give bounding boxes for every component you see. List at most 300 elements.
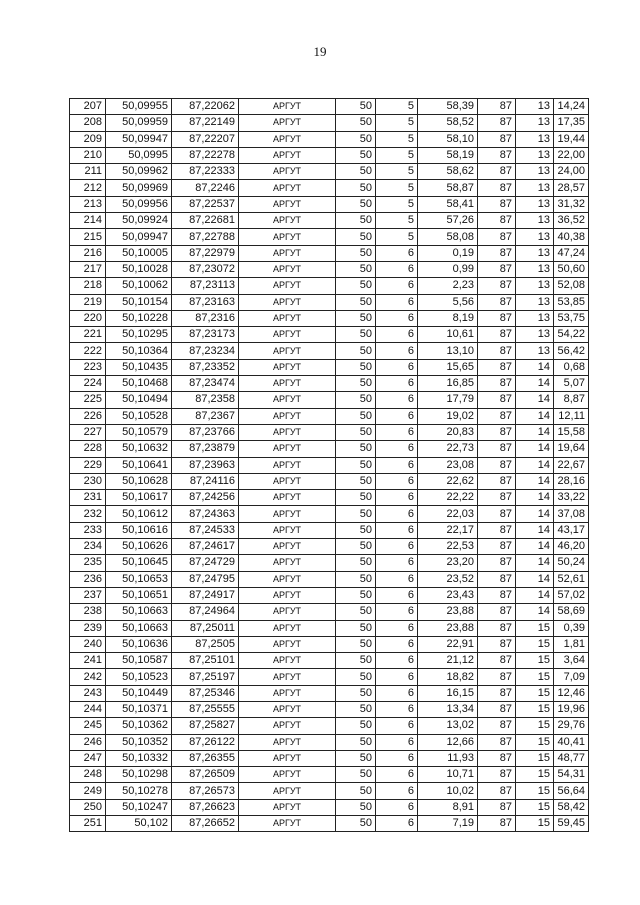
lon-degrees-cell: 87 [478, 99, 516, 115]
lat-degrees-cell: 50 [336, 99, 376, 115]
lon-seconds-cell: 28,16 [554, 473, 589, 489]
lat-minutes-cell: 6 [376, 359, 418, 375]
point-number-cell: 231 [70, 490, 106, 506]
lon-minutes-cell: 14 [516, 392, 554, 408]
lat-minutes-cell: 6 [376, 767, 418, 783]
river-name-cell: АРГУТ [239, 506, 336, 522]
lat-minutes-cell: 5 [376, 229, 418, 245]
latitude-cell: 50,10628 [106, 473, 172, 489]
latitude-cell: 50,10435 [106, 359, 172, 375]
lon-minutes-cell: 15 [516, 767, 554, 783]
table-row [70, 587, 589, 603]
river-name-cell: АРГУТ [239, 636, 336, 652]
lat-minutes-cell: 6 [376, 685, 418, 701]
lon-minutes-cell: 15 [516, 799, 554, 815]
longitude-cell: 87,23879 [172, 441, 239, 457]
table-row [70, 669, 589, 685]
table-row [70, 327, 589, 343]
lon-degrees-cell: 87 [478, 490, 516, 506]
lat-minutes-cell: 6 [376, 245, 418, 261]
longitude-cell: 87,22333 [172, 164, 239, 180]
table-row [70, 620, 589, 636]
lat-minutes-cell: 5 [376, 196, 418, 212]
lon-minutes-cell: 15 [516, 685, 554, 701]
river-name-cell: АРГУТ [239, 196, 336, 212]
lon-minutes-cell: 13 [516, 245, 554, 261]
lat-minutes-cell: 6 [376, 424, 418, 440]
lat-minutes-cell: 6 [376, 653, 418, 669]
table-row [70, 734, 589, 750]
lat-seconds-cell: 22,91 [418, 636, 478, 652]
lon-degrees-cell: 87 [478, 701, 516, 717]
longitude-cell: 87,23234 [172, 343, 239, 359]
river-name-cell: АРГУТ [239, 261, 336, 277]
point-number-cell: 218 [70, 278, 106, 294]
lat-seconds-cell: 18,82 [418, 669, 478, 685]
lat-seconds-cell: 22,17 [418, 522, 478, 538]
lat-seconds-cell: 11,93 [418, 750, 478, 766]
table-row [70, 783, 589, 799]
point-number-cell: 238 [70, 604, 106, 620]
lon-seconds-cell: 12,46 [554, 685, 589, 701]
lon-degrees-cell: 87 [478, 164, 516, 180]
river-name-cell: АРГУТ [239, 213, 336, 229]
longitude-cell: 87,2367 [172, 408, 239, 424]
table-row [70, 245, 589, 261]
lon-degrees-cell: 87 [478, 131, 516, 147]
lat-seconds-cell: 22,53 [418, 539, 478, 555]
lat-seconds-cell: 23,88 [418, 604, 478, 620]
lat-seconds-cell: 58,39 [418, 99, 478, 115]
lat-seconds-cell: 17,79 [418, 392, 478, 408]
lon-minutes-cell: 13 [516, 99, 554, 115]
point-number-cell: 212 [70, 180, 106, 196]
lon-seconds-cell: 0,39 [554, 620, 589, 636]
lat-seconds-cell: 10,61 [418, 327, 478, 343]
lat-degrees-cell: 50 [336, 213, 376, 229]
river-name-cell: АРГУТ [239, 424, 336, 440]
lon-minutes-cell: 14 [516, 424, 554, 440]
longitude-cell: 87,22979 [172, 245, 239, 261]
longitude-cell: 87,23963 [172, 457, 239, 473]
latitude-cell: 50,10468 [106, 376, 172, 392]
lon-degrees-cell: 87 [478, 359, 516, 375]
lat-minutes-cell: 6 [376, 669, 418, 685]
lat-seconds-cell: 2,23 [418, 278, 478, 294]
river-name-cell: АРГУТ [239, 653, 336, 669]
table-row [70, 718, 589, 734]
point-number-cell: 239 [70, 620, 106, 636]
lon-degrees-cell: 87 [478, 327, 516, 343]
lon-seconds-cell: 53,75 [554, 310, 589, 326]
point-number-cell: 224 [70, 376, 106, 392]
lat-degrees-cell: 50 [336, 180, 376, 196]
river-name-cell: АРГУТ [239, 147, 336, 163]
lon-seconds-cell: 29,76 [554, 718, 589, 734]
longitude-cell: 87,26623 [172, 799, 239, 815]
lon-minutes-cell: 15 [516, 669, 554, 685]
lat-minutes-cell: 6 [376, 376, 418, 392]
lon-minutes-cell: 14 [516, 408, 554, 424]
point-number-cell: 209 [70, 131, 106, 147]
latitude-cell: 50,10663 [106, 620, 172, 636]
latitude-cell: 50,10587 [106, 653, 172, 669]
lon-seconds-cell: 56,42 [554, 343, 589, 359]
table-row [70, 490, 589, 506]
longitude-cell: 87,25101 [172, 653, 239, 669]
latitude-cell: 50,10154 [106, 294, 172, 310]
lon-degrees-cell: 87 [478, 408, 516, 424]
longitude-cell: 87,24917 [172, 587, 239, 603]
longitude-cell: 87,25827 [172, 718, 239, 734]
lon-seconds-cell: 54,31 [554, 767, 589, 783]
lat-degrees-cell: 50 [336, 587, 376, 603]
lat-degrees-cell: 50 [336, 343, 376, 359]
table-row [70, 359, 589, 375]
lat-degrees-cell: 50 [336, 376, 376, 392]
river-name-cell: АРГУТ [239, 180, 336, 196]
lon-degrees-cell: 87 [478, 718, 516, 734]
lon-seconds-cell: 50,60 [554, 261, 589, 277]
longitude-cell: 87,22788 [172, 229, 239, 245]
table-row [70, 701, 589, 717]
table-row [70, 457, 589, 473]
lon-degrees-cell: 87 [478, 245, 516, 261]
river-name-cell: АРГУТ [239, 473, 336, 489]
table-row [70, 424, 589, 440]
longitude-cell: 87,23163 [172, 294, 239, 310]
lat-minutes-cell: 6 [376, 587, 418, 603]
lon-minutes-cell: 14 [516, 490, 554, 506]
lat-minutes-cell: 6 [376, 604, 418, 620]
lat-seconds-cell: 58,87 [418, 180, 478, 196]
lon-degrees-cell: 87 [478, 376, 516, 392]
river-name-cell: АРГУТ [239, 164, 336, 180]
lat-seconds-cell: 58,10 [418, 131, 478, 147]
river-name-cell: АРГУТ [239, 522, 336, 538]
lon-minutes-cell: 13 [516, 180, 554, 196]
lat-degrees-cell: 50 [336, 685, 376, 701]
longitude-cell: 87,26122 [172, 734, 239, 750]
latitude-cell: 50,09959 [106, 115, 172, 131]
lat-seconds-cell: 15,65 [418, 359, 478, 375]
lon-degrees-cell: 87 [478, 555, 516, 571]
lon-seconds-cell: 52,08 [554, 278, 589, 294]
latitude-cell: 50,10528 [106, 408, 172, 424]
lon-minutes-cell: 14 [516, 441, 554, 457]
latitude-cell: 50,10278 [106, 783, 172, 799]
river-name-cell: АРГУТ [239, 131, 336, 147]
latitude-cell: 50,10028 [106, 261, 172, 277]
longitude-cell: 87,23113 [172, 278, 239, 294]
lon-seconds-cell: 22,67 [554, 457, 589, 473]
table-row [70, 115, 589, 131]
point-number-cell: 208 [70, 115, 106, 131]
lon-degrees-cell: 87 [478, 734, 516, 750]
point-number-cell: 244 [70, 701, 106, 717]
lon-seconds-cell: 48,77 [554, 750, 589, 766]
river-name-cell: АРГУТ [239, 799, 336, 815]
latitude-cell: 50,10617 [106, 490, 172, 506]
table-row [70, 473, 589, 489]
lon-degrees-cell: 87 [478, 473, 516, 489]
lon-seconds-cell: 1,81 [554, 636, 589, 652]
lat-minutes-cell: 5 [376, 164, 418, 180]
lat-degrees-cell: 50 [336, 636, 376, 652]
lat-seconds-cell: 20,83 [418, 424, 478, 440]
lon-seconds-cell: 59,45 [554, 816, 589, 832]
table-row [70, 294, 589, 310]
latitude-cell: 50,10612 [106, 506, 172, 522]
lat-degrees-cell: 50 [336, 245, 376, 261]
lon-minutes-cell: 14 [516, 506, 554, 522]
lon-degrees-cell: 87 [478, 261, 516, 277]
longitude-cell: 87,23072 [172, 261, 239, 277]
river-name-cell: АРГУТ [239, 310, 336, 326]
river-name-cell: АРГУТ [239, 343, 336, 359]
lon-degrees-cell: 87 [478, 180, 516, 196]
longitude-cell: 87,24363 [172, 506, 239, 522]
point-number-cell: 220 [70, 310, 106, 326]
lat-degrees-cell: 50 [336, 457, 376, 473]
lat-seconds-cell: 8,19 [418, 310, 478, 326]
lon-seconds-cell: 17,35 [554, 115, 589, 131]
longitude-cell: 87,24533 [172, 522, 239, 538]
latitude-cell: 50,10651 [106, 587, 172, 603]
longitude-cell: 87,23173 [172, 327, 239, 343]
lon-minutes-cell: 14 [516, 359, 554, 375]
table-row [70, 767, 589, 783]
point-number-cell: 225 [70, 392, 106, 408]
lon-minutes-cell: 13 [516, 327, 554, 343]
lon-minutes-cell: 13 [516, 213, 554, 229]
table-row [70, 196, 589, 212]
lon-minutes-cell: 15 [516, 718, 554, 734]
lon-seconds-cell: 57,02 [554, 587, 589, 603]
lat-degrees-cell: 50 [336, 115, 376, 131]
lat-minutes-cell: 6 [376, 816, 418, 832]
lat-degrees-cell: 50 [336, 147, 376, 163]
lon-degrees-cell: 87 [478, 620, 516, 636]
latitude-cell: 50,10579 [106, 424, 172, 440]
lon-seconds-cell: 19,44 [554, 131, 589, 147]
longitude-cell: 87,26355 [172, 750, 239, 766]
lon-minutes-cell: 15 [516, 734, 554, 750]
lon-degrees-cell: 87 [478, 636, 516, 652]
point-number-cell: 211 [70, 164, 106, 180]
lat-degrees-cell: 50 [336, 506, 376, 522]
river-name-cell: АРГУТ [239, 734, 336, 750]
lon-minutes-cell: 13 [516, 343, 554, 359]
lat-seconds-cell: 13,02 [418, 718, 478, 734]
latitude-cell: 50,10364 [106, 343, 172, 359]
lat-degrees-cell: 50 [336, 539, 376, 555]
longitude-cell: 87,25555 [172, 701, 239, 717]
longitude-cell: 87,2246 [172, 180, 239, 196]
lat-seconds-cell: 12,66 [418, 734, 478, 750]
latitude-cell: 50,09924 [106, 213, 172, 229]
lon-degrees-cell: 87 [478, 392, 516, 408]
lat-minutes-cell: 5 [376, 115, 418, 131]
point-number-cell: 245 [70, 718, 106, 734]
lat-degrees-cell: 50 [336, 327, 376, 343]
lon-minutes-cell: 13 [516, 131, 554, 147]
lon-seconds-cell: 52,61 [554, 571, 589, 587]
lat-minutes-cell: 6 [376, 718, 418, 734]
lat-degrees-cell: 50 [336, 750, 376, 766]
table-row [70, 522, 589, 538]
lon-minutes-cell: 15 [516, 816, 554, 832]
lat-seconds-cell: 58,52 [418, 115, 478, 131]
lat-degrees-cell: 50 [336, 473, 376, 489]
lat-seconds-cell: 22,22 [418, 490, 478, 506]
lon-degrees-cell: 87 [478, 213, 516, 229]
lat-seconds-cell: 10,02 [418, 783, 478, 799]
river-name-cell: АРГУТ [239, 555, 336, 571]
latitude-cell: 50,10371 [106, 701, 172, 717]
table-row [70, 310, 589, 326]
lon-degrees-cell: 87 [478, 799, 516, 815]
lon-seconds-cell: 33,22 [554, 490, 589, 506]
lat-seconds-cell: 23,52 [418, 571, 478, 587]
lat-degrees-cell: 50 [336, 816, 376, 832]
longitude-cell: 87,25197 [172, 669, 239, 685]
table-row [70, 261, 589, 277]
latitude-cell: 50,10616 [106, 522, 172, 538]
lon-seconds-cell: 54,22 [554, 327, 589, 343]
lon-seconds-cell: 14,24 [554, 99, 589, 115]
lon-degrees-cell: 87 [478, 343, 516, 359]
longitude-cell: 87,22207 [172, 131, 239, 147]
lat-minutes-cell: 6 [376, 343, 418, 359]
river-name-cell: АРГУТ [239, 750, 336, 766]
longitude-cell: 87,25011 [172, 620, 239, 636]
lon-minutes-cell: 15 [516, 653, 554, 669]
river-name-cell: АРГУТ [239, 359, 336, 375]
lat-minutes-cell: 6 [376, 734, 418, 750]
point-number-cell: 217 [70, 261, 106, 277]
lon-minutes-cell: 14 [516, 522, 554, 538]
lat-degrees-cell: 50 [336, 424, 376, 440]
river-name-cell: АРГУТ [239, 99, 336, 115]
table-row [70, 147, 589, 163]
longitude-cell: 87,26573 [172, 783, 239, 799]
lat-seconds-cell: 23,08 [418, 457, 478, 473]
lon-seconds-cell: 31,32 [554, 196, 589, 212]
lat-seconds-cell: 23,88 [418, 620, 478, 636]
longitude-cell: 87,24617 [172, 539, 239, 555]
lat-seconds-cell: 16,85 [418, 376, 478, 392]
river-name-cell: АРГУТ [239, 245, 336, 261]
river-name-cell: АРГУТ [239, 229, 336, 245]
river-name-cell: АРГУТ [239, 571, 336, 587]
point-number-cell: 237 [70, 587, 106, 603]
lat-degrees-cell: 50 [336, 734, 376, 750]
lat-minutes-cell: 6 [376, 457, 418, 473]
longitude-cell: 87,24729 [172, 555, 239, 571]
point-number-cell: 240 [70, 636, 106, 652]
table-row [70, 278, 589, 294]
table-row [70, 799, 589, 815]
point-number-cell: 248 [70, 767, 106, 783]
table-row [70, 685, 589, 701]
river-name-cell: АРГУТ [239, 392, 336, 408]
lat-degrees-cell: 50 [336, 799, 376, 815]
lon-seconds-cell: 58,69 [554, 604, 589, 620]
latitude-cell: 50,09955 [106, 99, 172, 115]
lon-degrees-cell: 87 [478, 669, 516, 685]
lat-seconds-cell: 22,73 [418, 441, 478, 457]
lat-seconds-cell: 58,08 [418, 229, 478, 245]
table-row [70, 213, 589, 229]
lon-seconds-cell: 36,52 [554, 213, 589, 229]
point-number-cell: 215 [70, 229, 106, 245]
lat-degrees-cell: 50 [336, 620, 376, 636]
lat-degrees-cell: 50 [336, 718, 376, 734]
point-number-cell: 228 [70, 441, 106, 457]
table-row [70, 636, 589, 652]
lon-seconds-cell: 19,96 [554, 701, 589, 717]
lat-seconds-cell: 7,19 [418, 816, 478, 832]
lat-minutes-cell: 6 [376, 539, 418, 555]
point-number-cell: 230 [70, 473, 106, 489]
lat-minutes-cell: 6 [376, 555, 418, 571]
lon-minutes-cell: 15 [516, 620, 554, 636]
lon-minutes-cell: 14 [516, 473, 554, 489]
lon-degrees-cell: 87 [478, 294, 516, 310]
point-number-cell: 243 [70, 685, 106, 701]
river-name-cell: АРГУТ [239, 539, 336, 555]
table-row [70, 441, 589, 457]
latitude-cell: 50,10298 [106, 767, 172, 783]
table-row [70, 539, 589, 555]
lon-degrees-cell: 87 [478, 457, 516, 473]
longitude-cell: 87,26509 [172, 767, 239, 783]
lat-degrees-cell: 50 [336, 767, 376, 783]
lon-minutes-cell: 14 [516, 457, 554, 473]
table-row [70, 343, 589, 359]
longitude-cell: 87,22149 [172, 115, 239, 131]
latitude-cell: 50,10062 [106, 278, 172, 294]
latitude-cell: 50,10626 [106, 539, 172, 555]
lat-degrees-cell: 50 [336, 490, 376, 506]
point-number-cell: 233 [70, 522, 106, 538]
table-row [70, 750, 589, 766]
lat-degrees-cell: 50 [336, 196, 376, 212]
latitude-cell: 50,09947 [106, 229, 172, 245]
lon-degrees-cell: 87 [478, 816, 516, 832]
lon-minutes-cell: 13 [516, 147, 554, 163]
lon-degrees-cell: 87 [478, 604, 516, 620]
longitude-cell: 87,2358 [172, 392, 239, 408]
coordinates-table [69, 98, 589, 832]
lon-minutes-cell: 15 [516, 701, 554, 717]
lat-minutes-cell: 6 [376, 799, 418, 815]
lat-seconds-cell: 13,34 [418, 701, 478, 717]
latitude-cell: 50,10632 [106, 441, 172, 457]
point-number-cell: 251 [70, 816, 106, 832]
latitude-cell: 50,10636 [106, 636, 172, 652]
lon-minutes-cell: 15 [516, 750, 554, 766]
lat-seconds-cell: 21,12 [418, 653, 478, 669]
lon-seconds-cell: 56,64 [554, 783, 589, 799]
lat-minutes-cell: 6 [376, 294, 418, 310]
lat-degrees-cell: 50 [336, 131, 376, 147]
river-name-cell: АРГУТ [239, 685, 336, 701]
lon-degrees-cell: 87 [478, 278, 516, 294]
point-number-cell: 241 [70, 653, 106, 669]
river-name-cell: АРГУТ [239, 457, 336, 473]
